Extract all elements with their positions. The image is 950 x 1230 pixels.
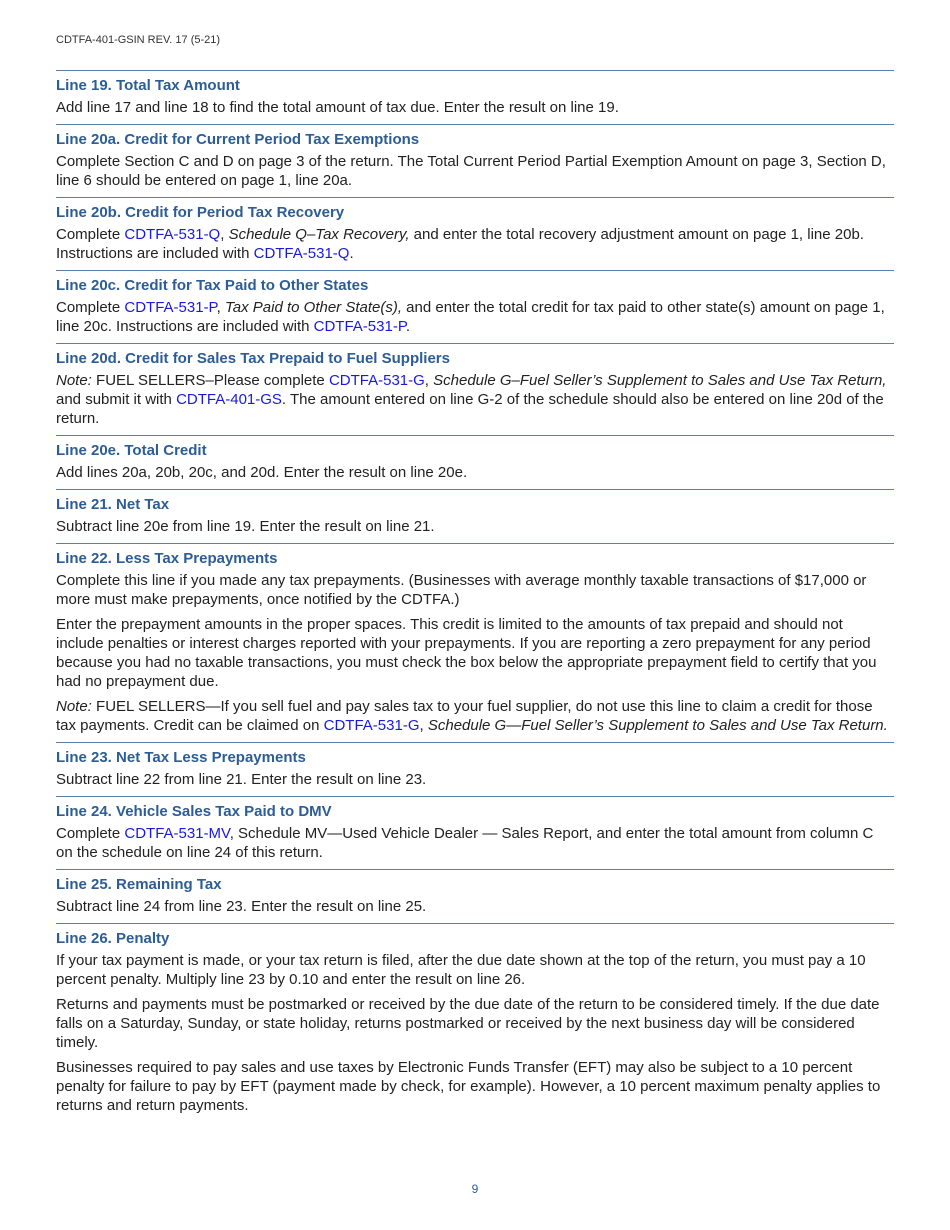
text-run: Businesses required to pay sales and use taxes by Electronic Funds Transfer (EFT) may also be subject to a 10 percent penalty for failure to pay by EFT (payment made by check, for example). However, a 10 percent maximum penalty applies to returns and return payments. <box>56 1059 881 1114</box>
italic-text: Tax Paid to Other State(s), <box>224 299 403 316</box>
section-heading: Line 26. Penalty <box>56 930 170 947</box>
form-link[interactable]: CDTFA-531-Q <box>253 245 350 262</box>
section-heading: Line 22. Less Tax Prepayments <box>56 550 278 567</box>
instruction-section <box>56 796 894 869</box>
text-run: . The amount entered on line G-2 of the schedule should also be entered on line 20d of the return. <box>56 391 884 427</box>
section-paragraph <box>56 463 894 482</box>
text-run: Returns and payments must be postmarked or received by the due date of the return to be considered timely. If the due date falls on a Saturday, Sunday, or state holiday, returns postmarked or received by the next business day will be considered timely. <box>56 996 880 1051</box>
instruction-section <box>56 923 894 1122</box>
instruction-section <box>56 343 894 435</box>
italic-text: Schedule G—Fuel Seller’s Supplement to Sales and Use Tax Return. <box>427 717 888 734</box>
text-run: . <box>405 318 411 335</box>
instruction-section <box>56 197 894 270</box>
form-link[interactable]: CDTFA-531-Q <box>124 226 221 243</box>
section-paragraph <box>56 517 894 536</box>
text-run: and enter the total recovery adjustment amount on page 1, line 20b. Instructions are included with <box>56 226 864 262</box>
section-paragraph <box>56 951 894 989</box>
text-run: Complete <box>56 299 125 316</box>
form-link[interactable]: CDTFA-531-MV <box>124 825 230 842</box>
instruction-section <box>56 70 894 124</box>
form-link[interactable]: CDTFA-531-G <box>328 372 425 389</box>
italic-text: Schedule G–Fuel Seller’s Supplement to Sales and Use Tax Return, <box>433 372 887 389</box>
section-paragraph <box>56 995 894 1052</box>
section-paragraph <box>56 824 894 862</box>
section-paragraph <box>56 615 894 691</box>
form-id: CDTFA-401-GSIN REV. 17 (5-21) <box>56 34 221 46</box>
form-link[interactable]: CDTFA-401-GS <box>176 391 282 408</box>
instruction-section <box>56 543 894 742</box>
text-run: Subtract line 22 from line 21. Enter the result on line 23. <box>56 771 427 788</box>
section-paragraph <box>56 897 894 916</box>
text-run: , <box>419 717 428 734</box>
text-run: Complete <box>56 825 125 842</box>
form-link[interactable]: CDTFA-531-P <box>313 318 406 335</box>
text-run: and enter the total credit for tax paid to other state(s) amount on page 1, line 20c. Instructions are included with <box>56 299 885 335</box>
text-run: Complete <box>56 226 125 243</box>
section-paragraph <box>56 298 894 336</box>
page-number: 9 <box>471 1182 479 1196</box>
instruction-section <box>56 270 894 343</box>
section-paragraph <box>56 571 894 609</box>
text-run: Add line 17 and line 18 to find the total amount of tax due. Enter the result on line 19. <box>56 99 619 116</box>
text-run: Complete Section C and D on page 3 of the return. The Total Current Period Partial Exemption Amount on page 3, Section D, line 6 should be entered on page 1, line 20a. <box>56 153 886 189</box>
section-heading: Line 20a. Credit for Current Period Tax Exemptions <box>56 131 420 148</box>
section-heading: Line 20b. Credit for Period Tax Recovery <box>56 204 345 221</box>
text-run: , <box>424 372 434 389</box>
text-run: FUEL SELLERS—If you sell fuel and pay sales tax to your fuel supplier, do not use this line to claim a credit for those tax payments. Credit can be claimed on <box>56 698 873 734</box>
text-run: If your tax payment is made, or your tax return is filed, after the due date shown at the top of the return, you must pay a 10 percent penalty. Multiply line 23 by 0.10 and enter the result on line 26. <box>56 952 866 988</box>
text-run: and submit it with <box>56 391 177 408</box>
section-heading: Line 20c. Credit for Tax Paid to Other States <box>56 277 369 294</box>
section-paragraph <box>56 371 894 428</box>
section-paragraph <box>56 98 894 117</box>
form-link[interactable]: CDTFA-531-P <box>124 299 217 316</box>
section-paragraph <box>56 697 894 735</box>
instructions-body <box>56 70 894 1122</box>
instruction-section <box>56 435 894 489</box>
section-heading: Line 25. Remaining Tax <box>56 876 222 893</box>
instruction-section <box>56 124 894 197</box>
italic-text: Note: <box>56 372 92 389</box>
form-link[interactable]: CDTFA-531-G <box>323 717 420 734</box>
text-run: . <box>349 245 354 262</box>
instruction-section <box>56 742 894 796</box>
text-run: Subtract line 24 from line 23. Enter the result on line 25. <box>56 898 427 915</box>
section-heading: Line 20d. Credit for Sales Tax Prepaid to Fuel Suppliers <box>56 350 450 367</box>
text-run: Add lines 20a, 20b, 20c, and 20d. Enter the result on line 20e. <box>56 464 468 481</box>
text-run: , Schedule MV—Used Vehicle Dealer — Sales Report, and enter the total amount from column C on the schedule on line 24 of this return. <box>56 825 874 861</box>
section-paragraph <box>56 770 894 789</box>
text-run: , <box>220 226 229 243</box>
instruction-section <box>56 869 894 923</box>
section-paragraph <box>56 1058 894 1115</box>
italic-text: Note: <box>56 698 92 715</box>
italic-text: Schedule Q–Tax Recovery, <box>228 226 410 243</box>
instruction-section <box>56 489 894 543</box>
text-run: Complete this line if you made any tax prepayments. (Businesses with average monthly taxable transactions of $17,000 or more must make prepayments, once notified by the CDTFA.) <box>56 572 867 608</box>
text-run: Subtract line 20e from line 19. Enter the result on line 21. <box>56 518 435 535</box>
section-heading: Line 20e. Total Credit <box>56 442 207 459</box>
section-paragraph <box>56 225 894 263</box>
text-run: Enter the prepayment amounts in the proper spaces. This credit is limited to the amounts of tax prepaid and should not include penalties or interest charges reported with your prepayments. If you are reporting a zero prepayment for any period because you had no taxable transactions, you must check the box below the appropriate prepayment field to certify that you had no prepayment due. <box>56 616 877 690</box>
section-heading: Line 21. Net Tax <box>56 496 170 513</box>
section-paragraph <box>56 152 894 190</box>
section-heading: Line 23. Net Tax Less Prepayments <box>56 749 306 766</box>
section-heading: Line 24. Vehicle Sales Tax Paid to DMV <box>56 803 332 820</box>
text-run: , <box>216 299 225 316</box>
text-run: FUEL SELLERS–Please complete <box>91 372 329 389</box>
section-heading: Line 19. Total Tax Amount <box>56 77 240 94</box>
